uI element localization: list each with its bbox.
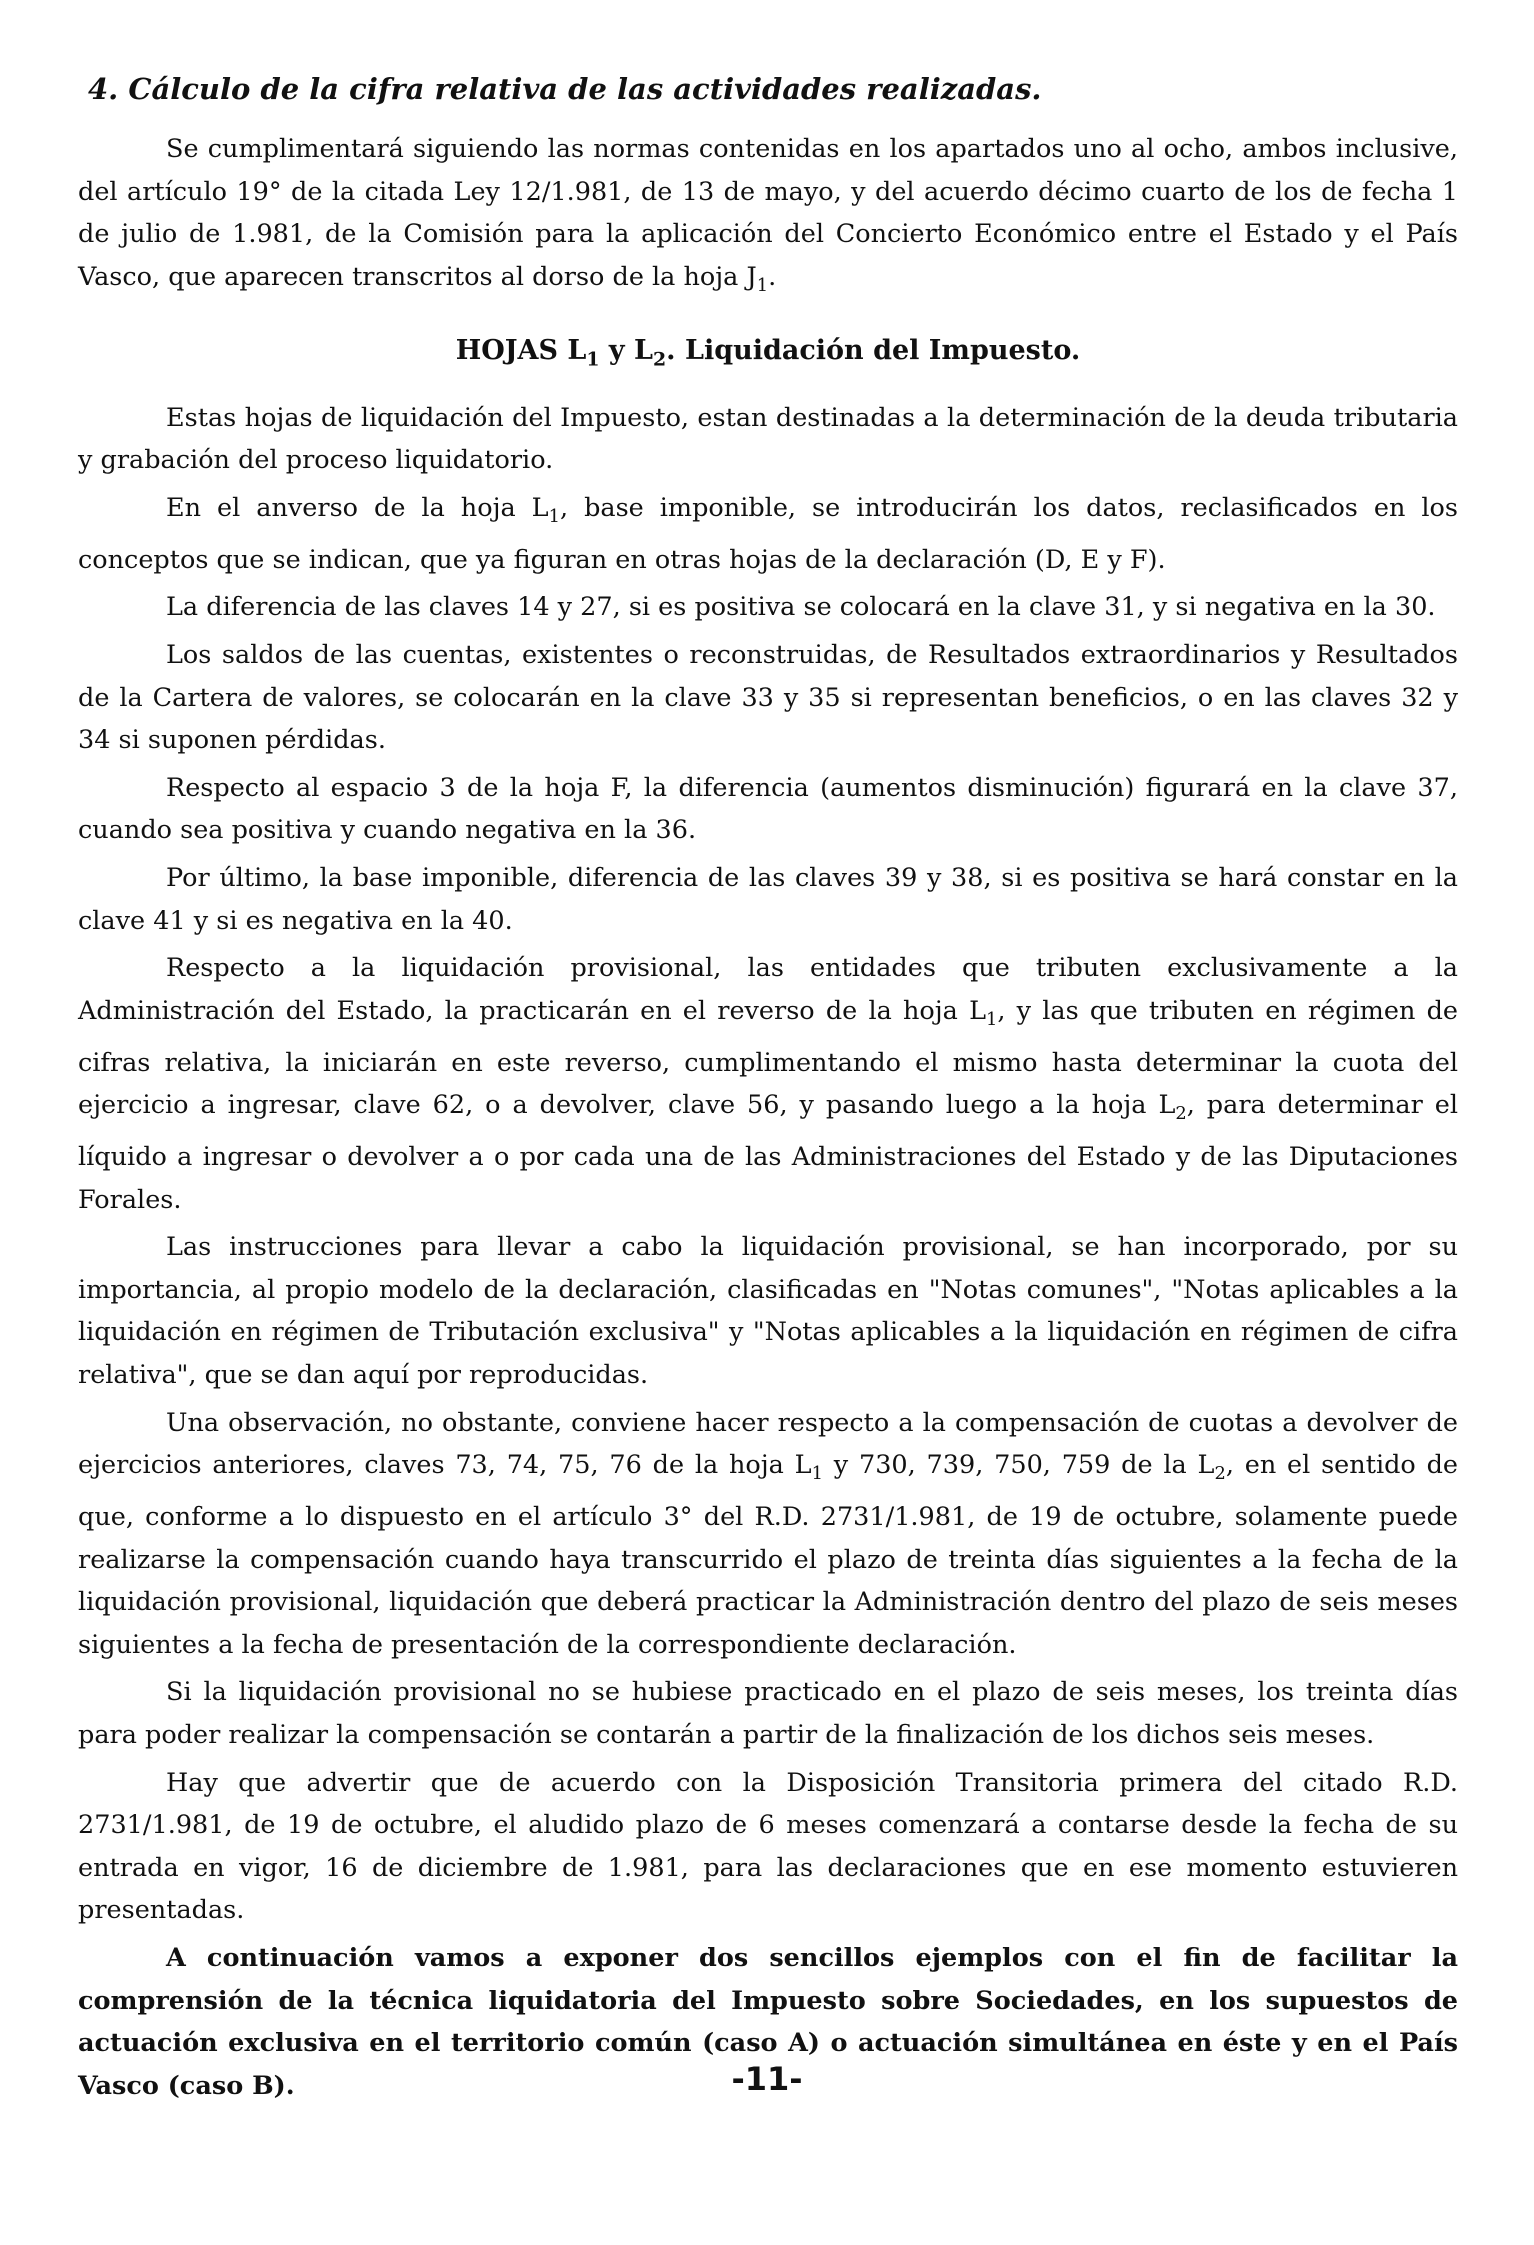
paragraph-3: La diferencia de las claves 14 y 27, si es positiva se colocará en la clave 31, y si negativa en la 30. (166, 592, 1436, 623)
paragraph-11: Hay que advertir que de acuerdo con la Disposición Transitoria primera del citado R.D. 2731/1.981, de 19 de octubre, el aludido plazo de 6 meses comenzará a contarse desde la fecha de su entrada en vigor, 16 de diciembre de 1.981, para las declaraciones que en ese momento estuvieren presentadas. (78, 1767, 1458, 1926)
paragraph-9 (78, 1402, 1458, 1667)
paragraph-7 (78, 947, 1458, 1221)
paragraph-12: A continuación vamos a exponer dos sencillos ejemplos con el fin de facilitar la comprensión de la técnica liquidatoria del Impuesto sobre Sociedades, en los supuestos de actuación exclusiva en el territorio común (caso A) o actuación simultánea en éste y en el País Vasco (caso B). (78, 1942, 1458, 2101)
hojas-title-sub: 2 (653, 348, 667, 371)
paragraph-5: Respecto al espacio 3 de la hoja F, la diferencia (aumentos disminución) figurará en la clave 37, cuando sea positiva y cuando negativa en la 36. (78, 772, 1458, 846)
paragraph-2-sub: 1 (548, 506, 560, 528)
hojas-title-part: HOJAS L (455, 334, 587, 366)
paragraph-6: Por último, la base imponible, diferencia de las claves 39 y 38, si es positiva se hará constar en la clave 41 y si es negativa en la 40. (78, 862, 1458, 936)
paragraph-4: Los saldos de las cuentas, existentes o reconstruidas, de Resultados extraordinarios y Resultados de la Cartera de valores, se colocarán en la clave 33 y 35 si representan beneficios, o en las claves 32 y 34 si suponen pérdidas. (78, 640, 1458, 756)
intro-text: Se cumplimentará siguiendo las normas contenidas en los apartados uno al ocho, ambos inclusive, del artículo 19° de la citada Ley 12/1.981, de 13 de mayo, y del acuerdo décimo cuarto de los de fecha 1 de julio de 1.981, de la Comisión para la aplicación del Concierto Económico entre el Estado y el País Vasco, que aparecen transcritos al dorso de la hoja J (78, 134, 1458, 292)
hojas-title-part: y L (599, 334, 653, 366)
hojas-title-sub: 1 (586, 348, 600, 371)
paragraph-9-sub: 2 (1214, 1463, 1226, 1485)
paragraph-1: Estas hojas de liquidación del Impuesto, estan destinadas a la determinación de la deuda tributaria y grabación del proceso liquidatorio. (78, 402, 1458, 476)
section-heading: 4. Cálculo de la cifra relativa de las actividades realizadas. (88, 72, 1042, 106)
page-number: -11- (731, 2060, 803, 2098)
paragraph-7-text: , y las que tributen en régimen de cifras relativa, la iniciarán en este reverso, cumplimentando el mismo hasta determinar la cuota del ejercicio a ingresar, clave 62, o a devolver, clave 56, y pasando luego a la hoja L (78, 995, 1458, 1121)
paragraph-10: Si la liquidación provisional no se hubiese practicado en el plazo de seis meses, los treinta días para poder realizar la compensación se contarán a partir de la finalización de los dichos seis meses. (78, 1677, 1458, 1750)
paragraph-9-text: Una observación, no obstante, conviene hacer respecto a la compensación de cuotas a devolver de ejercicios anteriores, claves 73, 74, 75, 76 de la hoja L (78, 1407, 1458, 1481)
body-column (78, 128, 1458, 2112)
paragraph-2-text: , base imponible, se introducirán los datos, reclasificados en los conceptos que se indican, que ya figuran en otras hojas de la declaración (D, E y F). (78, 493, 1458, 575)
hojas-title (78, 330, 1458, 381)
paragraph-7-sub: 2 (1175, 1103, 1187, 1125)
paragraph-9-text: y 730, 739, 750, 759 de la L (822, 1450, 1215, 1481)
intro-paragraph (78, 128, 1458, 308)
hojas-title-part: . Liquidación del Impuesto. (666, 334, 1081, 366)
paragraph-7-text: Respecto a la liquidación provisional, las entidades que tributen exclusivamente a la Administración del Estado, la practicarán en el reverso de la hoja L (78, 953, 1458, 1026)
intro-subscript: 1 (756, 275, 769, 297)
paragraph-2 (78, 487, 1458, 581)
paragraph-7-text: , para determinar el líquido a ingresar o devolver a o por cada una de las Administraciones del Estado y de las Diputaciones Forales. (78, 1090, 1458, 1215)
paragraph-2-text: En el anverso de la hoja L (166, 493, 549, 523)
paragraph-9-text: , en el sentido de que, conforme a lo dispuesto en el artículo 3° del R.D. 2731/1.981, de 19 de octubre, solamente puede realizarse la compensación cuando haya transcurrido el plazo de treinta días siguientes a la fecha de la liquidación provisional, liquidación que deberá practicar la Administración dentro del plazo de seis meses siguientes a la fecha de presentación de la correspondiente declaración. (78, 1450, 1458, 1660)
paragraph-8: Las instrucciones para llevar a cabo la liquidación provisional, se han incorporado, por su importancia, al propio modelo de la declaración, clasificadas en "Notas comunes", "Notas aplicables a la liquidación en régimen de Tributación exclusiva" y "Notas aplicables a la liquidación en régimen de cifra relativa", que se dan aquí por reproducidas. (78, 1232, 1458, 1390)
paragraph-7-sub: 1 (986, 1009, 998, 1030)
intro-end: . (768, 261, 777, 292)
paragraph-9-sub: 1 (811, 1463, 823, 1485)
